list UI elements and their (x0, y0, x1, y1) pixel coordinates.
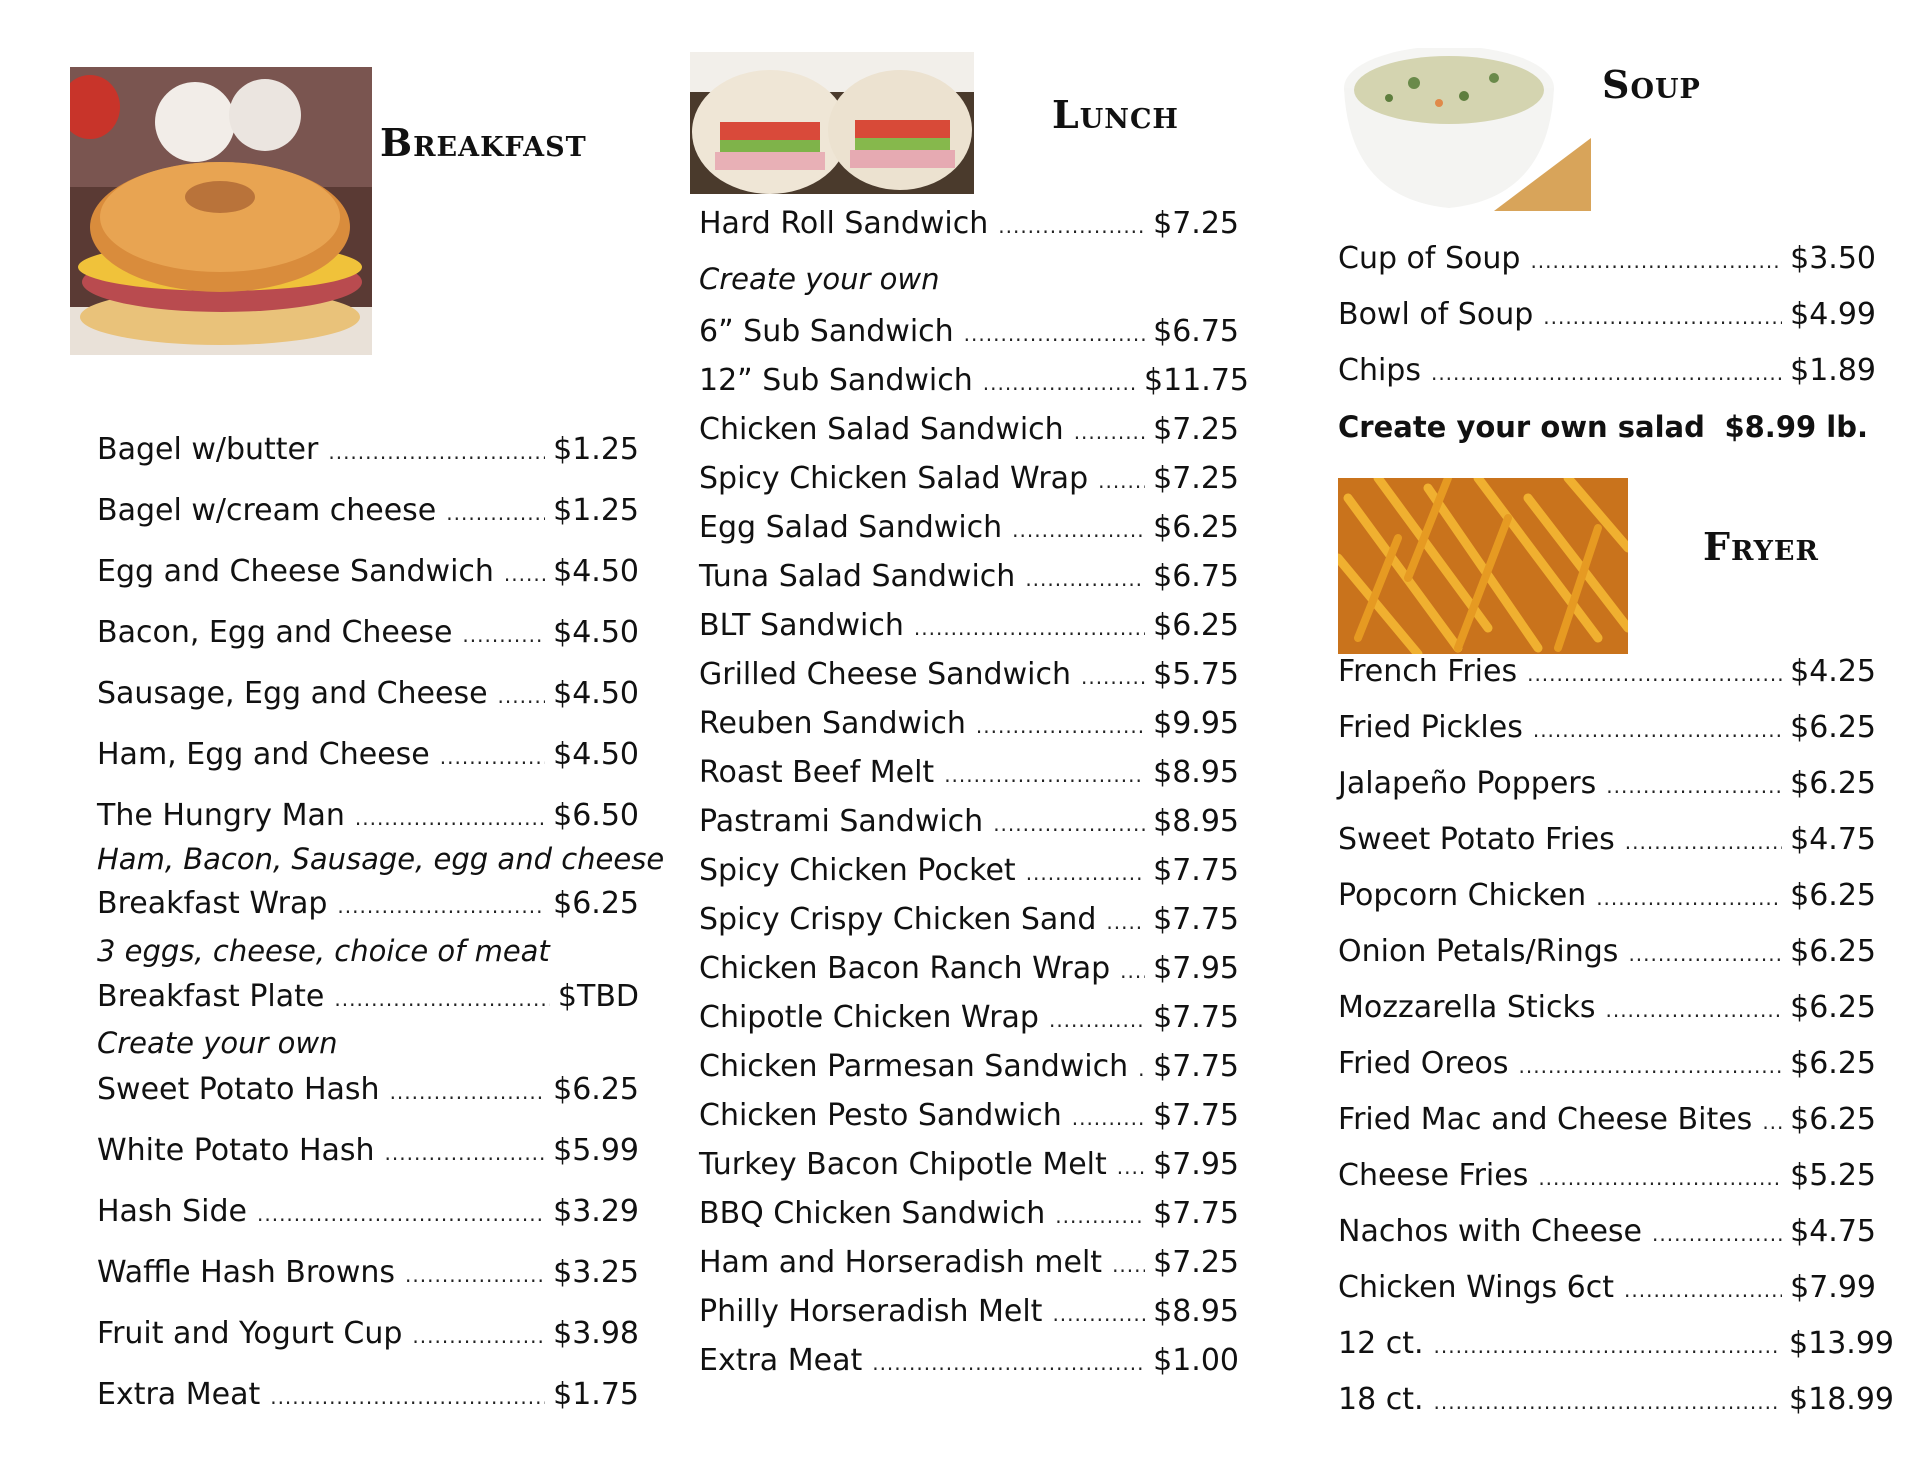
menu-item: Hard Roll Sandwich ..... $7.25 (699, 204, 1239, 246)
menu-item: Fried Pickles ..... $6.25 (1338, 708, 1876, 750)
menu-item: Extra Meat ..... $1.75 (97, 1375, 639, 1417)
menu-item: Breakfast Plate ..... $TBD (97, 977, 639, 1019)
menu-item: White Potato Hash ..... $5.99 (97, 1131, 639, 1173)
fryer-heading: Fryer (1703, 524, 1819, 569)
menu-item: Cheese Fries ..... $5.25 (1338, 1156, 1876, 1198)
menu-item: Chicken Salad Sandwich ..... $7.25 (699, 410, 1239, 452)
menu-item: Sweet Potato Hash ..... $6.25 (97, 1070, 639, 1112)
soup-heading: Soup (1602, 62, 1701, 107)
menu-item: 12 ct. ..... $13.99 (1338, 1324, 1894, 1366)
soup-bowl-photo (1344, 48, 1591, 211)
lunch-heading: Lunch (1052, 92, 1179, 137)
menu-item: Waffle Hash Browns ..... $3.25 (97, 1253, 639, 1295)
menu-item: Jalapeño Poppers ..... $6.25 (1338, 764, 1876, 806)
menu-item: Chips ..... $1.89 (1338, 351, 1876, 393)
menu-item: Cup of Soup ..... $3.50 (1338, 239, 1876, 281)
menu-item: Philly Horseradish Melt ..... $8.95 (699, 1292, 1239, 1334)
menu-item: BBQ Chicken Sandwich ..... $7.75 (699, 1194, 1239, 1236)
menu-item: Fried Oreos ..... $6.25 (1338, 1044, 1876, 1086)
menu-item: Breakfast Wrap ..... $6.25 (97, 884, 639, 926)
menu-item: Bowl of Soup ..... $4.99 (1338, 295, 1876, 337)
menu-item: Egg and Cheese Sandwich ..... $4.50 (97, 552, 639, 594)
menu-item: Tuna Salad Sandwich ..... $6.75 (699, 557, 1239, 599)
french-fries-photo (1338, 478, 1628, 654)
menu-item: Bacon, Egg and Cheese ..... $4.50 (97, 613, 639, 655)
bagel-sandwich-photo (70, 67, 372, 355)
menu-item: Fried Mac and Cheese Bites ..... $6.25 (1338, 1100, 1876, 1142)
menu-item: Sausage, Egg and Cheese ..... $4.50 (97, 674, 639, 716)
menu-item: Ham and Horseradish melt ..... $7.25 (699, 1243, 1239, 1285)
item-description: Create your own (699, 262, 940, 296)
menu-item: 12” Sub Sandwich ..... $11.75 (699, 361, 1249, 403)
menu-item: Pastrami Sandwich ..... $8.95 (699, 802, 1239, 844)
menu-item: Roast Beef Melt ..... $8.95 (699, 753, 1239, 795)
menu-item: Turkey Bacon Chipotle Melt ..... $7.95 (699, 1145, 1239, 1187)
menu-item: Hash Side ..... $3.29 (97, 1192, 639, 1234)
menu-item: Bagel w/butter ..... $1.25 (97, 430, 639, 472)
menu-item: Mozzarella Sticks ..... $6.25 (1338, 988, 1876, 1030)
menu-item: Reuben Sandwich ..... $9.95 (699, 704, 1239, 746)
menu-item: BLT Sandwich ..... $6.25 (699, 606, 1239, 648)
menu-item: 18 ct. ..... $18.99 (1338, 1380, 1894, 1422)
menu-item: Chipotle Chicken Wrap ..... $7.75 (699, 998, 1239, 1040)
menu-item: Ham, Egg and Cheese ..... $4.50 (97, 735, 639, 777)
menu-item: Popcorn Chicken ..... $6.25 (1338, 876, 1876, 918)
menu-item: Chicken Wings 6ct ..... $7.99 (1338, 1268, 1876, 1310)
menu-item: Spicy Chicken Pocket ..... $7.75 (699, 851, 1239, 893)
menu-item: Spicy Chicken Salad Wrap ..... $7.25 (699, 459, 1239, 501)
menu-item: Fruit and Yogurt Cup ..... $3.98 (97, 1314, 639, 1356)
menu-item: 6” Sub Sandwich ..... $6.75 (699, 312, 1239, 354)
menu-item: Grilled Cheese Sandwich ..... $5.75 (699, 655, 1239, 697)
menu-item: Nachos with Cheese ..... $4.75 (1338, 1212, 1876, 1254)
menu-item: Chicken Parmesan Sandwich ..... $7.75 (699, 1047, 1239, 1089)
menu-item: Chicken Pesto Sandwich ..... $7.75 (699, 1096, 1239, 1138)
menu-item: The Hungry Man ..... $6.50 (97, 796, 639, 838)
menu-item: Create your own salad ..... $8.99 lb. (1338, 407, 1868, 450)
menu-item: Bagel w/cream cheese ..... $1.25 (97, 491, 639, 533)
sub-sandwich-photo (690, 52, 974, 194)
menu-item: Extra Meat ..... $1.00 (699, 1341, 1239, 1383)
breakfast-heading: Breakfast (380, 120, 587, 165)
item-description: 3 eggs, cheese, choice of meat (97, 934, 550, 968)
menu-item: Onion Petals/Rings ..... $6.25 (1338, 932, 1876, 974)
menu-item: Spicy Crispy Chicken Sand ..... $7.75 (699, 900, 1239, 942)
menu-item: Sweet Potato Fries ..... $4.75 (1338, 820, 1876, 862)
menu-item: French Fries ..... $4.25 (1338, 652, 1876, 694)
menu-item: Chicken Bacon Ranch Wrap ..... $7.95 (699, 949, 1239, 991)
item-description: Create your own (97, 1026, 338, 1060)
menu-item: Egg Salad Sandwich ..... $6.25 (699, 508, 1239, 550)
item-description: Ham, Bacon, Sausage, egg and cheese (97, 842, 665, 876)
